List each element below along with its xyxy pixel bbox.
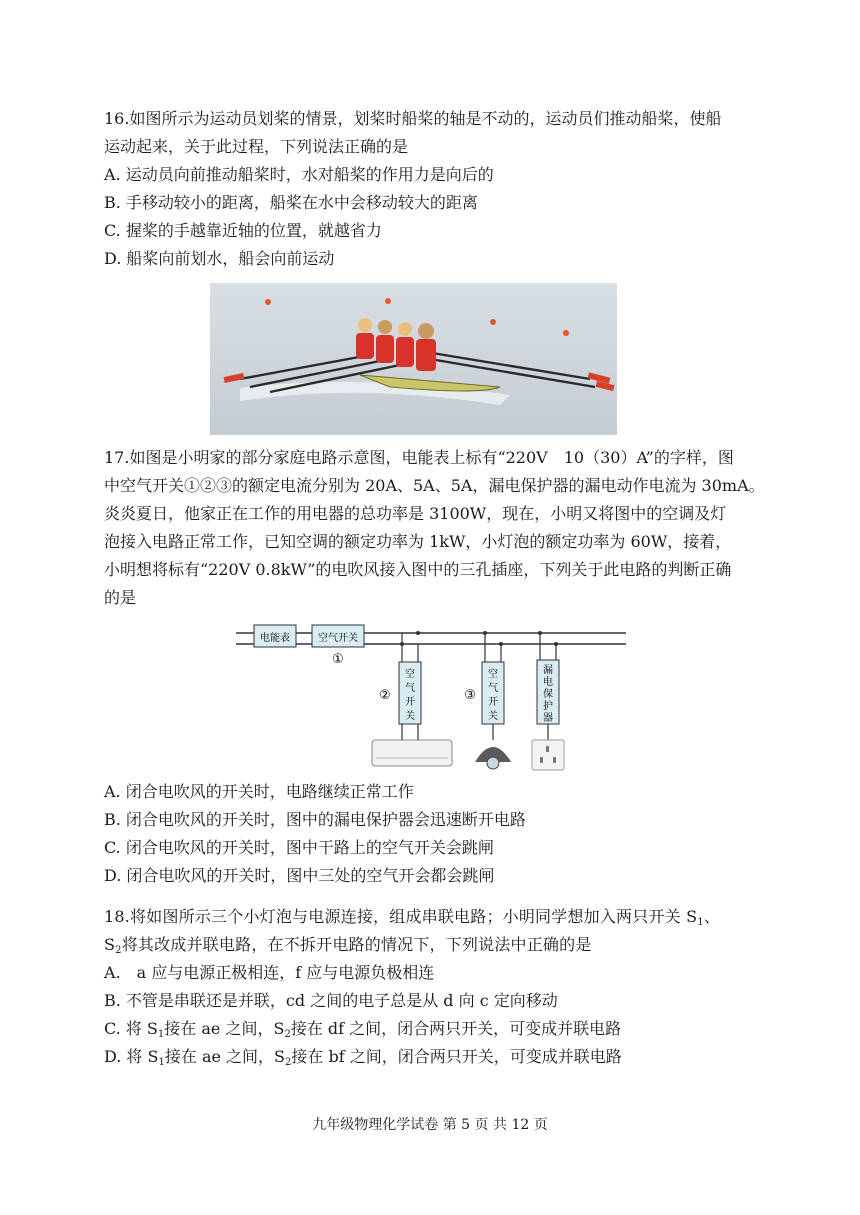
leak-char-4: 护 xyxy=(543,701,553,712)
branch3-char-1: 空 xyxy=(488,669,498,680)
q16-stem-line1: 16.如图所示为运动员划桨的情景，划桨时船桨的轴是不动的，运动员们推动船桨，使船 xyxy=(104,109,722,128)
q17-option-b: B. 闭合电吹风的开关时，图中的漏电保护器会迅速断开电路 xyxy=(104,810,526,829)
branch3-char-2: 气 xyxy=(488,683,498,694)
q17-option-d: D. 闭合电吹风的开关时，图中三处的空气开会都会跳闸 xyxy=(104,866,495,885)
branch2-char-1: 空 xyxy=(405,669,415,680)
three-hole-socket-image xyxy=(532,740,564,770)
q18-option-d: D. 将 $S_1$接在 ae 之间，$S_2$接在 bf 之间，闭合两只开关，可变成并联电路 xyxy=(104,1047,622,1068)
q17-option-a: A. 闭合电吹风的开关时，电路继续正常工作 xyxy=(104,782,414,801)
leak-char-3: 保 xyxy=(543,689,553,700)
switch-number-3: ③ xyxy=(464,688,476,703)
energy-meter-label: 电能表 xyxy=(260,633,290,644)
q17-stem-line1: 17.如图是小明家的部分家庭电路示意图，电能表上标有“220V 10（30）A”的字样，图 xyxy=(104,448,734,467)
q17-stem-line3: 炎炎夏日，他家正在工作的用电器的总功率是 3100W，现在，小明又将图中的空调及灯 xyxy=(104,504,727,523)
q18-option-b: B. 不管是串联还是并联，cd 之间的电子总是从 d 向 c 定向移动 xyxy=(104,991,558,1010)
branch2-char-3: 开 xyxy=(405,697,415,708)
page-footer: 九年级物理化学试卷 第 5 页 共 12 页 xyxy=(312,1117,548,1133)
air-conditioner-image xyxy=(372,740,452,766)
q16-option-c: C. 握桨的手越靠近轴的位置，就越省力 xyxy=(104,221,382,240)
leak-char-2: 电 xyxy=(543,677,553,688)
circuit-diagram xyxy=(232,622,632,772)
q17-stem-line5: 小明想将标有“220V 0.8kW”的电吹风接入图中的三孔插座，下列关于此电路的判断正确 xyxy=(104,560,732,579)
branch2-char-4: 关 xyxy=(405,711,415,722)
q18-option-a: A. a 应与电源正极相连，f 应与电源负极相连 xyxy=(104,963,435,982)
rowing-photo xyxy=(210,283,617,435)
leak-char-1: 漏 xyxy=(543,665,553,676)
leak-char-5: 器 xyxy=(543,713,553,724)
switch-number-2: ② xyxy=(379,688,391,703)
q17-option-c: C. 闭合电吹风的开关时，图中干路上的空气开关会跳闸 xyxy=(104,838,494,857)
main-air-switch-label: 空气开关 xyxy=(318,633,358,644)
branch3-char-4: 关 xyxy=(488,711,498,722)
q18-stem-line1: 18.将如图所示三个小灯泡与电源连接，组成串联电路；小明同学想加入两只开关 $S_1$、 xyxy=(104,907,721,928)
q16-option-d: D. 船桨向前划水，船会向前运动 xyxy=(104,249,335,268)
q18-stem-line2: $S_2$将其改成并联电路，在不拆开电路的情况下，下列说法中正确的是 xyxy=(104,935,592,956)
q17-stem-line2: 中空气开关①②③的额定电流分别为 20A、5A、5A，漏电保护器的漏电动作电流为 30mA。 xyxy=(104,476,765,495)
branch2-char-2: 气 xyxy=(405,683,415,694)
q16-option-b: B. 手移动较小的距离，船桨在水中会移动较大的距离 xyxy=(104,193,478,212)
lamp-image xyxy=(475,747,511,769)
q17-stem-line6: 的是 xyxy=(104,588,137,607)
branch3-char-3: 开 xyxy=(488,697,498,708)
q17-stem-line4: 泡接入电路正常工作，已知空调的额定功率为 1kW，小灯泡的额定功率为 60W，接着， xyxy=(104,532,732,551)
switch-number-1: ① xyxy=(332,652,344,667)
q18-option-c: C. 将 $S_1$接在 ae 之间，$S_2$接在 df 之间，闭合两只开关，可变成并联电路 xyxy=(104,1019,622,1040)
q16-option-a: A. 运动员向前推动船桨时，水对船桨的作用力是向后的 xyxy=(104,165,494,184)
q16-stem-line2: 运动起来，关于此过程，下列说法正确的是 xyxy=(104,137,409,156)
